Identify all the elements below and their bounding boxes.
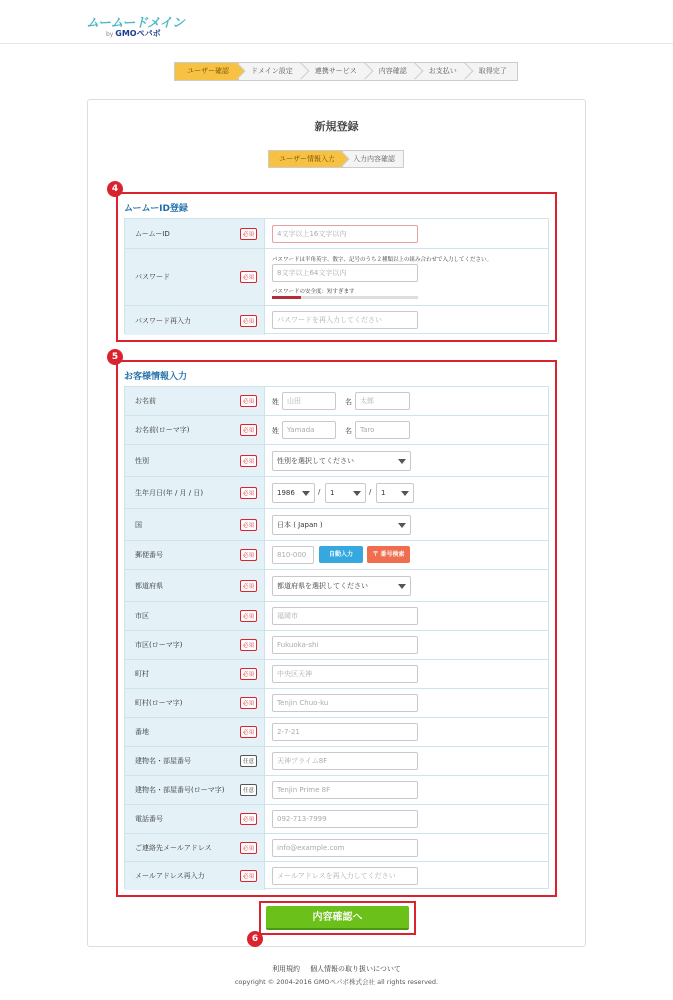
building-input[interactable]: 天神プライム8F [272, 752, 418, 770]
required-badge: 必須 [240, 315, 257, 327]
muumuu-id-input[interactable]: 4文字以上16文字以内 [272, 225, 418, 243]
phone-input[interactable]: 092-713-7999 [272, 810, 418, 828]
mei-label: 名 [345, 427, 352, 435]
row-name-roma [125, 416, 548, 445]
chevron-down-icon [398, 459, 406, 464]
label-email-confirm: メールアドレス再入力 [135, 872, 205, 880]
row-phone [125, 805, 548, 834]
label-country: 国 [135, 520, 142, 529]
gender-select[interactable]: 性別を選択してください [272, 451, 411, 471]
page-title: 新規登録 [314, 120, 359, 133]
required-badge: 必須 [240, 395, 257, 407]
substep-input-confirm: 入力内容確認 [353, 155, 395, 163]
city-roma-input[interactable]: Fukuoka-shi [272, 636, 418, 654]
confirm-content-button[interactable]: 内容確認へ [266, 906, 409, 930]
chevron-down-icon [398, 584, 406, 589]
required-badge: 必須 [240, 842, 257, 854]
country-select[interactable]: 日本 ( Japan ) [272, 515, 411, 535]
required-badge: 必須 [240, 455, 257, 467]
section-heading-muumuu-id: ムームーID登録 [124, 204, 188, 214]
substep-user-input: ユーザー情報入力 [269, 151, 343, 167]
last-name-roma-input[interactable]: Yamada [282, 421, 336, 439]
label-city-roma: 市区(ローマ字) [135, 641, 183, 649]
site-footer [0, 964, 673, 986]
town-input[interactable]: 中央区天神 [272, 665, 418, 683]
row-city-roma [125, 631, 548, 660]
optional-badge: 任意 [240, 755, 257, 767]
first-name-input[interactable]: 太郎 [355, 392, 410, 410]
terms-link[interactable]: 利用規約 [272, 965, 301, 973]
section-heading-customer-info: お客様情報入力 [124, 372, 188, 382]
label-password-confirm: パスワード再入力 [135, 316, 191, 325]
city-input[interactable]: 福岡市 [272, 607, 418, 625]
label-city: 市区 [135, 612, 149, 620]
row-address [125, 718, 548, 747]
label-birthdate: 生年月日(年 / 月 / 日) [135, 488, 204, 497]
sei-label: 姓 [272, 398, 279, 406]
label-email: ご連絡先メールアドレス [135, 843, 212, 852]
row-town [125, 660, 548, 689]
chevron-down-icon [401, 491, 409, 496]
chevron-down-icon [353, 491, 361, 496]
date-separator: / [318, 488, 321, 496]
required-badge: 必須 [240, 610, 257, 622]
row-password-confirm [125, 306, 548, 335]
logo-byline: by GMOペパボ [106, 29, 161, 38]
required-badge: 必須 [240, 639, 257, 651]
label-town: 町村 [135, 670, 149, 678]
row-building [125, 747, 548, 776]
label-name: お名前 [135, 397, 156, 405]
step-content-confirm: 内容確認 [367, 63, 417, 80]
password-strength-text: パスワードの安全度：短すぎます [272, 289, 355, 295]
required-badge: 必須 [240, 228, 257, 240]
required-badge: 必須 [240, 668, 257, 680]
row-muumuu-id [125, 219, 548, 249]
password-strength-meter [272, 296, 418, 299]
row-building-roma [125, 776, 548, 805]
step-domain-setting: ドメイン設定 [239, 63, 303, 80]
row-city [125, 602, 548, 631]
zip-input[interactable]: 810-000 [272, 546, 314, 564]
annotation-badge-6: 6 [247, 931, 263, 947]
birth-year-select[interactable]: 1986 [272, 483, 315, 503]
required-badge: 必須 [240, 271, 257, 283]
sei-label: 姓 [272, 427, 279, 435]
label-prefecture: 都道府県 [135, 581, 163, 590]
copyright: copyright © 2004-2016 GMOペパボ株式会社 all rights reserved. [234, 978, 439, 986]
label-zip: 郵便番号 [135, 551, 163, 559]
label-building: 建物名・部屋番号 [135, 757, 191, 765]
label-gender: 性別 [135, 456, 149, 465]
prefecture-select[interactable]: 都道府県を選択してください [272, 576, 411, 596]
site-header [0, 0, 673, 44]
optional-badge: 任意 [240, 784, 257, 796]
logo-text: ムームードメイン [86, 16, 185, 31]
chevron-down-icon [398, 523, 406, 528]
label-building-roma: 建物名・部屋番号(ローマ字) [135, 786, 225, 794]
sub-steps [268, 150, 404, 168]
chevron-down-icon [302, 491, 310, 496]
email-confirm-input[interactable]: メールアドレスを再入力してください [272, 867, 418, 885]
required-badge: 必須 [240, 697, 257, 709]
row-gender [125, 445, 548, 477]
date-separator: / [369, 488, 372, 496]
step-linked-service: 連携サービス [303, 63, 367, 80]
address-input[interactable]: 2-7-21 [272, 723, 418, 741]
label-phone: 電話番号 [135, 815, 163, 823]
privacy-link[interactable]: 個人情報の取り扱いについて [310, 965, 401, 973]
customer-info-table [124, 386, 549, 889]
required-badge: 必須 [240, 424, 257, 436]
progress-steps [174, 62, 518, 81]
town-roma-input[interactable]: Tenjin Chuo-ku [272, 694, 418, 712]
row-town-roma [125, 689, 548, 718]
first-name-roma-input[interactable]: Taro [355, 421, 410, 439]
row-password [125, 249, 548, 306]
step-user-confirm: ユーザー確認 [175, 63, 239, 80]
building-roma-input[interactable]: Tenjin Prime 8F [272, 781, 418, 799]
required-badge: 必須 [240, 487, 257, 499]
row-prefecture [125, 570, 548, 602]
password-hint: パスワードは半角英字、数字、記号のうち２種類以上の組み合わせで入力してください。 [272, 257, 493, 263]
row-email [125, 834, 548, 862]
required-badge: 必須 [240, 580, 257, 592]
label-town-roma: 町村(ローマ字) [135, 699, 183, 707]
row-email-confirm [125, 862, 548, 890]
last-name-input[interactable]: 山田 [282, 392, 336, 410]
zip-search-button[interactable]: 〒 番号検索 [367, 546, 410, 563]
password-input[interactable]: 8文字以上64文字以内 [272, 264, 418, 282]
zip-auto-fill-button[interactable]: 自動入力 [319, 546, 363, 563]
password-confirm-input[interactable]: パスワードを再入力してください [272, 311, 418, 329]
required-badge: 必須 [240, 519, 257, 531]
label-address: 番地 [135, 728, 149, 736]
label-muumuu-id: ムームーID [135, 229, 170, 238]
row-birthdate [125, 477, 548, 509]
email-input[interactable]: info@example.com [272, 839, 418, 857]
label-password: パスワード [135, 273, 170, 281]
row-zip [125, 541, 548, 570]
birth-month-select[interactable]: 1 [325, 483, 366, 503]
step-payment: お支払い [417, 63, 467, 80]
required-badge: 必須 [240, 813, 257, 825]
muumuu-logo[interactable] [86, 12, 185, 38]
row-country [125, 509, 548, 541]
mei-label: 名 [345, 398, 352, 406]
step-complete: 取得完了 [478, 67, 507, 75]
row-name [125, 387, 548, 416]
required-badge: 必須 [240, 726, 257, 738]
required-badge: 必須 [240, 870, 257, 882]
muumuu-id-table [124, 218, 549, 334]
annotation-badge-5: 5 [107, 349, 123, 365]
annotation-badge-4: 4 [107, 181, 123, 197]
required-badge: 必須 [240, 549, 257, 561]
label-name-roma: お名前(ローマ字) [135, 426, 190, 434]
birth-day-select[interactable]: 1 [376, 483, 414, 503]
